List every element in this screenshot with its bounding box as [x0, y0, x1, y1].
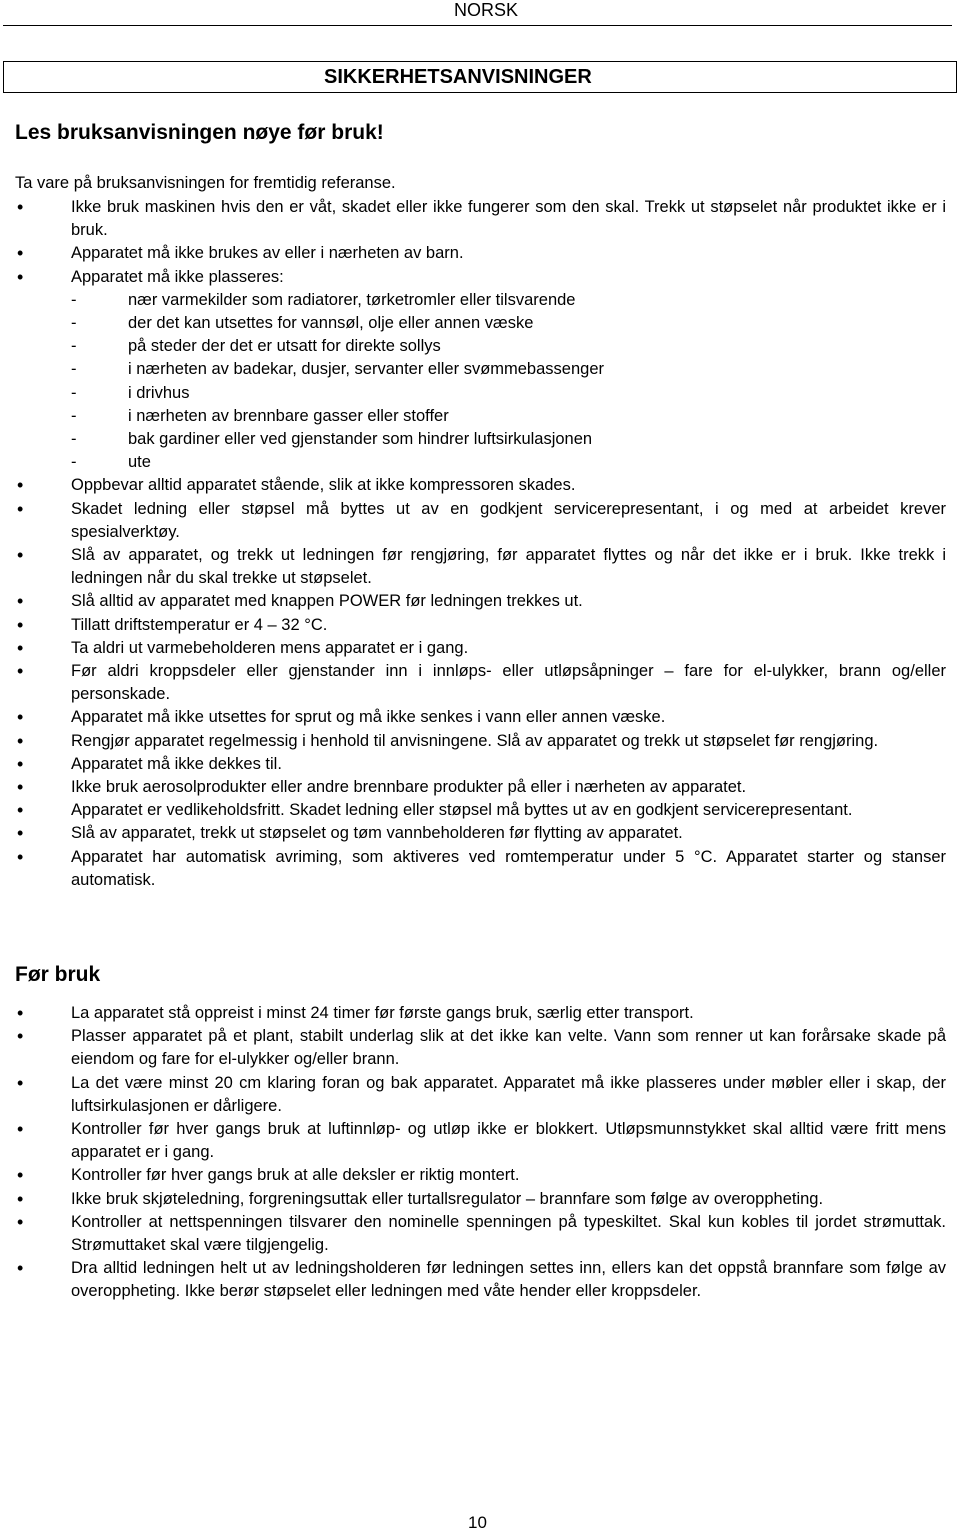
intro-heading: Les bruksanvisningen nøye før bruk! [15, 121, 384, 144]
safety-item: • Ikke bruk aerosolprodukter eller andre brennbare produkter på eller i nærheten av apparatet. [0, 776, 960, 799]
before-use-item: • Kontroller før hver gangs bruk at alle deksler er riktig montert. [0, 1164, 960, 1187]
before-use-item: • La det være minst 20 cm klaring foran og bak apparatet. Apparatet må ikke plasseres under møbler eller i skap, der luftsirkulasjonen er dårligere. [0, 1072, 960, 1118]
before-use-item: • Dra alltid ledningen helt ut av ledningsholderen før ledningen settes inn, ellers kan det oppstå brannfare som følge av overoppheting. Ikke berør støpselet eller ledningen med våte hender eller kroppsdeler. [0, 1257, 960, 1303]
safety-item: • Apparatet må ikke dekkes til. [0, 753, 960, 776]
before-use-item: • La apparatet stå oppreist i minst 24 timer før første gangs bruk, særlig etter transport. [0, 1002, 960, 1025]
safety-item: • Ikke bruk maskinen hvis den er våt, skadet eller ikke fungerer som den skal. Trekk ut støpselet når produktet ikke er i bruk. [0, 196, 960, 242]
before-use-item: • Ikke bruk skjøteledning, forgreningsuttak eller turtallsregulator – brannfare som følge av overoppheting. [0, 1188, 960, 1211]
safety-item: • Apparatet må ikke brukes av eller i nærheten av barn. [0, 242, 960, 265]
placement-intro: Apparatet må ikke plasseres: [71, 267, 284, 286]
placement-item: - der det kan utsettes for vannsøl, olje eller annen væske [71, 312, 946, 335]
safety-item: • Tillatt driftstemperatur er 4 – 32 °C. [0, 614, 960, 637]
placement-list [71, 289, 946, 475]
placement-item: - på steder der det er utsatt for direkte sollys [71, 335, 946, 358]
safety-item: • Før aldri kroppsdeler eller gjenstander inn i innløps- eller utløpsåpninger – fare for el-ulykker, brann og/eller personskade. [0, 660, 960, 706]
language-label: NORSK [453, 0, 518, 20]
placement-item: - i nærheten av badekar, dusjer, servanter eller svømmebassenger [71, 358, 946, 381]
section-title: SIKKERHETSANVISNINGER [324, 66, 592, 88]
safety-item: • Apparatet har automatisk avriming, som aktiveres ved romtemperatur under 5 °C. Apparatet starter og stanser automatisk. [0, 846, 960, 892]
placement-item: - bak gardiner eller ved gjenstander som hindrer luftsirkulasjonen [71, 428, 946, 451]
safety-list [0, 196, 960, 892]
safety-item: • Slå av apparatet, trekk ut støpselet og tøm vannbeholderen før flytting av apparatet. [0, 822, 960, 845]
safety-item: • Oppbevar alltid apparatet stående, slik at ikke kompressoren skades. [0, 474, 960, 497]
placement-item: - i drivhus [71, 382, 946, 405]
before-use-item: • Kontroller før hver gangs bruk at luftinnløp- og utløp ikke er blokkert. Utløpsmunnstykket skal alltid være fritt mens apparatet er i gang. [0, 1118, 960, 1164]
safety-item: • Slå alltid av apparatet med knappen POWER før ledningen trekkes ut. [0, 590, 960, 613]
before-use-item: • Kontroller at nettspenningen tilsvarer den nominelle spenningen på typeskiltet. Skal kun kobles til jordet strømuttak. Strømuttaket skal være tilgjengelig. [0, 1211, 960, 1257]
placement-item: - nær varmekilder som radiatorer, tørketromler eller tilsvarende [71, 289, 946, 312]
page-number: 10 [468, 1513, 487, 1532]
safety-item-placement [0, 266, 960, 475]
before-use-list [0, 1002, 960, 1304]
placement-item: - ute [71, 451, 946, 474]
intro-line: Ta vare på bruksanvisningen for fremtidig referanse. [15, 174, 396, 192]
safety-item: • Rengjør apparatet regelmessig i henhold til anvisningene. Slå av apparatet og trekk ut støpselet før rengjøring. [0, 730, 960, 753]
safety-item: • Slå av apparatet, og trekk ut ledningen før rengjøring, før apparatet flyttes og når det ikke er i bruk. Ikke trekk i ledningen når du skal trekke ut støpselet. [0, 544, 960, 590]
safety-item: • Skadet ledning eller støpsel må byttes ut av en godkjent servicerepresentant, i og med at arbeidet krever spesialverktøy. [0, 498, 960, 544]
section-title-box [3, 61, 957, 93]
before-use-item: • Plasser apparatet på et plant, stabilt underlag slik at det ikke kan velte. Vann som renner ut kan forårsake skade på eiendom og fare for el-ulykker og/eller brann. [0, 1025, 960, 1071]
header-divider [3, 25, 952, 26]
safety-item: • Apparatet er vedlikeholdsfritt. Skadet ledning eller støpsel må byttes ut av en godkjent servicerepresentant. [0, 799, 960, 822]
before-use-heading: Før bruk [15, 963, 101, 986]
placement-item: - i nærheten av brennbare gasser eller stoffer [71, 405, 946, 428]
safety-item: • Apparatet må ikke utsettes for sprut og må ikke senkes i vann eller annen væske. [0, 706, 960, 729]
safety-item: • Ta aldri ut varmebeholderen mens apparatet er i gang. [0, 637, 960, 660]
